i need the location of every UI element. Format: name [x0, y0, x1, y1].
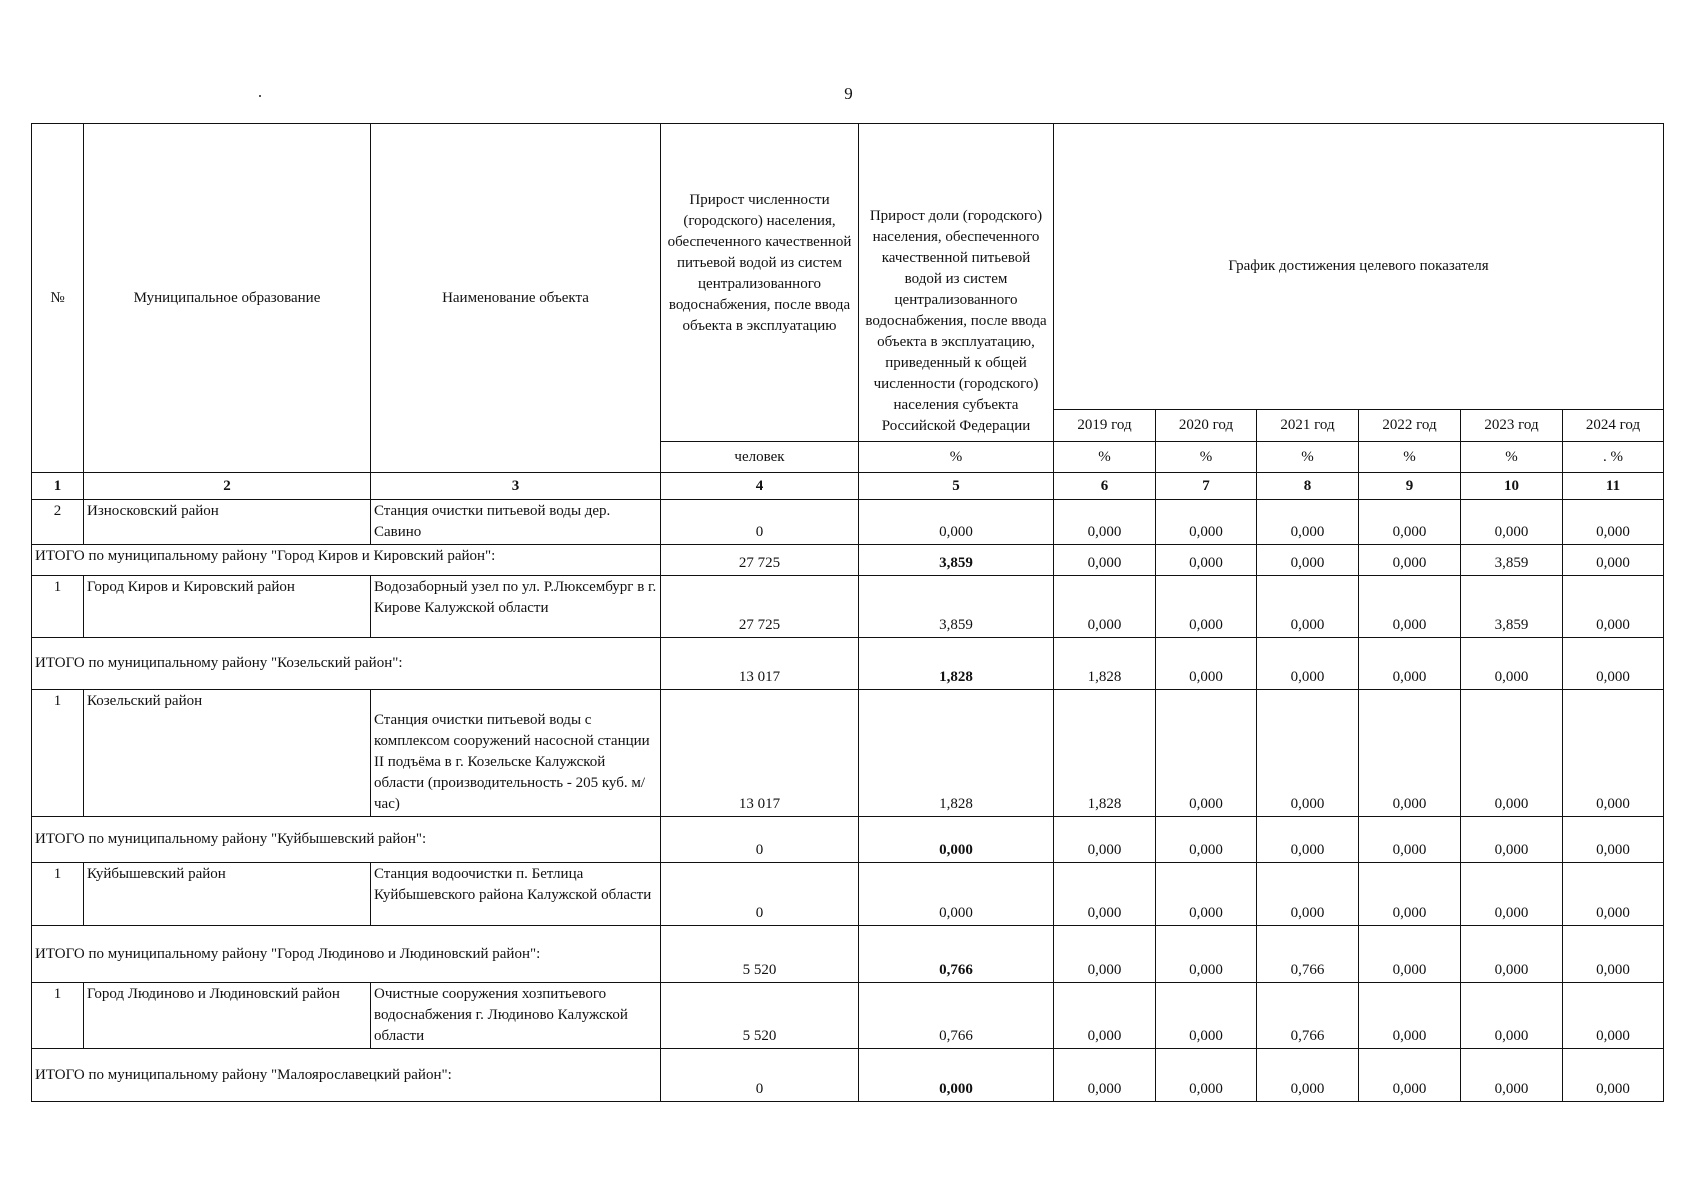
- row-year-value: 0,000: [1461, 690, 1563, 817]
- row-object: Станция очистки питьевой воды с комплексом сооружений насосной станции II подъёма в г. Козельске Калужской области (производительность - 205 куб. м/час): [371, 690, 661, 817]
- header-schedule: График достижения целевого показателя: [1054, 124, 1664, 410]
- total-year-value: 0,000: [1257, 1049, 1359, 1102]
- total-year-value: 0,000: [1359, 817, 1461, 863]
- table-row: [32, 690, 1664, 817]
- header-year: 2021 год: [1257, 410, 1359, 442]
- row-people: 13 017: [661, 690, 859, 817]
- total-label: ИТОГО по муниципальному району "Малоярославецкий район":: [32, 1049, 661, 1102]
- total-year-value: 0,000: [1461, 1049, 1563, 1102]
- total-row: [32, 926, 1664, 983]
- row-share: 0,766: [859, 983, 1054, 1049]
- row-people: 0: [661, 863, 859, 926]
- column-index: 11: [1563, 473, 1664, 500]
- total-label: ИТОГО по муниципальному району "Город Людиново и Людиновский район":: [32, 926, 661, 983]
- row-num: 1: [32, 863, 84, 926]
- row-year-value: 0,000: [1257, 863, 1359, 926]
- total-year-value: 0,000: [1359, 638, 1461, 690]
- total-row: [32, 638, 1664, 690]
- total-row: [32, 817, 1664, 863]
- row-year-value: 0,000: [1461, 863, 1563, 926]
- header-municipality: Муниципальное образование: [84, 124, 371, 473]
- row-year-value: 0,000: [1257, 500, 1359, 545]
- row-year-value: 0,000: [1054, 576, 1156, 638]
- header-year: 2022 год: [1359, 410, 1461, 442]
- row-year-value: 0,000: [1359, 690, 1461, 817]
- table-row: [32, 500, 1664, 545]
- header-year: 2020 год: [1156, 410, 1257, 442]
- column-index: 1: [32, 473, 84, 500]
- header-unit: %: [859, 442, 1054, 473]
- total-label: ИТОГО по муниципальному району "Козельский район":: [32, 638, 661, 690]
- header-growth-count: Прирост численности (городского) населения, обеспеченного качественной питьевой водой из систем централизованного водоснабжения, после ввода объекта в эксплуатацию: [661, 124, 859, 442]
- row-year-value: 0,000: [1359, 576, 1461, 638]
- row-year-value: 1,828: [1054, 690, 1156, 817]
- row-object: Станция очистки питьевой воды дер. Савино: [371, 500, 661, 545]
- row-num: 2: [32, 500, 84, 545]
- total-share: 0,000: [859, 1049, 1054, 1102]
- header-unit: человек: [661, 442, 859, 473]
- total-share: 3,859: [859, 545, 1054, 576]
- row-year-value: 0,000: [1156, 863, 1257, 926]
- column-index: 10: [1461, 473, 1563, 500]
- total-year-value: 0,000: [1359, 926, 1461, 983]
- total-year-value: 0,000: [1156, 926, 1257, 983]
- total-year-value: 0,000: [1054, 1049, 1156, 1102]
- row-year-value: 0,000: [1461, 500, 1563, 545]
- row-year-value: 0,000: [1461, 983, 1563, 1049]
- row-share: 0,000: [859, 500, 1054, 545]
- table-row: [32, 863, 1664, 926]
- total-year-value: 0,000: [1461, 817, 1563, 863]
- column-index: 4: [661, 473, 859, 500]
- row-year-value: 0,000: [1156, 576, 1257, 638]
- total-year-value: 0,766: [1257, 926, 1359, 983]
- page-number: 9: [844, 84, 853, 103]
- row-municipality: Город Людиново и Людиновский район: [84, 983, 371, 1049]
- row-year-value: 0,000: [1257, 690, 1359, 817]
- total-year-value: 0,000: [1257, 638, 1359, 690]
- row-num: 1: [32, 576, 84, 638]
- row-year-value: 0,000: [1563, 863, 1664, 926]
- column-index: 8: [1257, 473, 1359, 500]
- row-municipality: Износковский район: [84, 500, 371, 545]
- row-year-value: 0,000: [1054, 863, 1156, 926]
- total-year-value: 0,000: [1461, 638, 1563, 690]
- row-year-value: 0,000: [1359, 863, 1461, 926]
- row-people: 0: [661, 500, 859, 545]
- column-index: 9: [1359, 473, 1461, 500]
- total-year-value: 0,000: [1054, 545, 1156, 576]
- total-year-value: 0,000: [1156, 545, 1257, 576]
- total-people: 0: [661, 817, 859, 863]
- total-row: [32, 1049, 1664, 1102]
- row-year-value: 0,000: [1563, 983, 1664, 1049]
- row-year-value: 0,766: [1257, 983, 1359, 1049]
- header-year: 2024 год: [1563, 410, 1664, 442]
- row-num: 1: [32, 983, 84, 1049]
- header-unit: %: [1156, 442, 1257, 473]
- row-year-value: 0,000: [1054, 500, 1156, 545]
- column-index: 3: [371, 473, 661, 500]
- row-share: 3,859: [859, 576, 1054, 638]
- total-year-value: 0,000: [1563, 926, 1664, 983]
- header-row-main: [32, 124, 1664, 410]
- total-year-value: 0,000: [1461, 926, 1563, 983]
- header-year: 2023 год: [1461, 410, 1563, 442]
- row-year-value: 0,000: [1563, 576, 1664, 638]
- total-people: 27 725: [661, 545, 859, 576]
- total-year-value: 0,000: [1563, 1049, 1664, 1102]
- total-year-value: 0,000: [1054, 817, 1156, 863]
- row-municipality: Город Киров и Кировский район: [84, 576, 371, 638]
- scan-speck: [259, 95, 261, 97]
- row-year-value: 0,000: [1359, 500, 1461, 545]
- total-year-value: 1,828: [1054, 638, 1156, 690]
- row-year-value: 0,000: [1156, 983, 1257, 1049]
- column-index: 5: [859, 473, 1054, 500]
- header-unit: %: [1461, 442, 1563, 473]
- total-year-value: 0,000: [1054, 926, 1156, 983]
- table-row: [32, 983, 1664, 1049]
- total-people: 13 017: [661, 638, 859, 690]
- total-year-value: 0,000: [1257, 545, 1359, 576]
- total-share: 0,000: [859, 817, 1054, 863]
- row-year-value: 0,000: [1257, 576, 1359, 638]
- row-year-value: 0,000: [1054, 983, 1156, 1049]
- total-people: 5 520: [661, 926, 859, 983]
- total-year-value: 0,000: [1359, 1049, 1461, 1102]
- total-year-value: 0,000: [1257, 817, 1359, 863]
- row-municipality: Козельский район: [84, 690, 371, 817]
- total-row: [32, 545, 1664, 576]
- row-num: 1: [32, 690, 84, 817]
- row-object: Станция водоочистки п. Бетлица Куйбышевского района Калужской области: [371, 863, 661, 926]
- row-municipality: Куйбышевский район: [84, 863, 371, 926]
- target-indicator-table: [31, 123, 1664, 1102]
- row-people: 27 725: [661, 576, 859, 638]
- header-unit: %: [1359, 442, 1461, 473]
- header-num: №: [32, 124, 84, 473]
- header-year: 2019 год: [1054, 410, 1156, 442]
- row-object: Очистные сооружения хозпитьевого водоснабжения г. Людиново Калужской области: [371, 983, 661, 1049]
- row-year-value: 0,000: [1563, 500, 1664, 545]
- row-year-value: 0,000: [1156, 500, 1257, 545]
- row-year-value: 0,000: [1156, 690, 1257, 817]
- total-year-value: 0,000: [1563, 817, 1664, 863]
- row-people: 5 520: [661, 983, 859, 1049]
- header-growth-share: Прирост доли (городского) населения, обеспеченного качественной питьевой водой из систем централизованного водоснабжения, после ввода объекта в эксплуатацию, приведенный к общей численности (городского) населения субъекта Российской Федерации: [859, 124, 1054, 442]
- total-year-value: 0,000: [1156, 638, 1257, 690]
- row-year-value: 0,000: [1563, 690, 1664, 817]
- row-year-value: 0,000: [1359, 983, 1461, 1049]
- header-unit: %: [1257, 442, 1359, 473]
- total-year-value: 3,859: [1461, 545, 1563, 576]
- row-year-value: 3,859: [1461, 576, 1563, 638]
- total-year-value: 0,000: [1359, 545, 1461, 576]
- table-row: [32, 576, 1664, 638]
- total-label: ИТОГО по муниципальному району "Куйбышевский район":: [32, 817, 661, 863]
- total-label: ИТОГО по муниципальному району "Город Киров и Кировский район":: [32, 545, 661, 576]
- total-year-value: 0,000: [1563, 638, 1664, 690]
- total-year-value: 0,000: [1156, 1049, 1257, 1102]
- total-people: 0: [661, 1049, 859, 1102]
- column-index: 2: [84, 473, 371, 500]
- row-object: Водозаборный узел по ул. Р.Люксембург в г. Кирове Калужской области: [371, 576, 661, 638]
- row-share: 1,828: [859, 690, 1054, 817]
- row-share: 0,000: [859, 863, 1054, 926]
- column-index: 6: [1054, 473, 1156, 500]
- header-unit: . %: [1563, 442, 1664, 473]
- total-year-value: 0,000: [1563, 545, 1664, 576]
- column-index-row: [32, 473, 1664, 500]
- total-share: 1,828: [859, 638, 1054, 690]
- header-unit: %: [1054, 442, 1156, 473]
- total-year-value: 0,000: [1156, 817, 1257, 863]
- column-index: 7: [1156, 473, 1257, 500]
- header-object: Наименование объекта: [371, 124, 661, 473]
- total-share: 0,766: [859, 926, 1054, 983]
